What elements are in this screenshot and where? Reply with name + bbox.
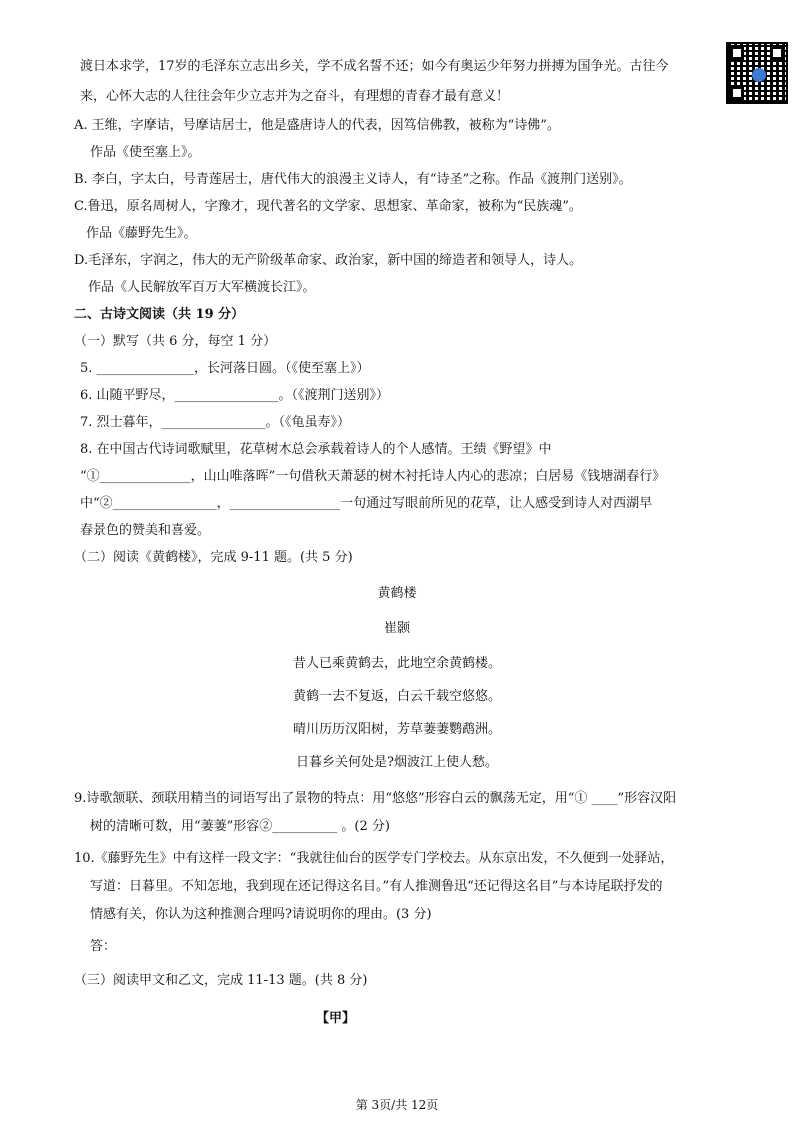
- question-8-line-3: 中“②________________，_________________一句通过写眼前所见的花草，让人感受到诗人对西湖早: [80, 496, 653, 511]
- intro-line-2: 来，心怀大志的人往往会年少立志并为之奋斗，有理想的青春才最有意义！: [80, 89, 510, 104]
- option-a: A. 王维，字摩诘，号摩诘居士，他是盛唐诗人的代表，因笃信佛教，被称为“诗佛”。: [74, 118, 560, 133]
- text-jia-label: 【甲】: [316, 1011, 356, 1026]
- option-a-work: 作品《使至塞上》。: [90, 145, 201, 160]
- part-3-heading: （三）阅读甲文和乙文，完成 11-13 题。(共 8 分): [74, 973, 368, 988]
- intro-line-1: 渡日本求学，17岁的毛泽东立志出乡关，学不成名誓不还；如今有奥运少年努力拼搏为国争光。古往今: [80, 59, 669, 74]
- question-6: 6. 山随平野尽，________________。（《渡荆门送别》）: [80, 388, 390, 403]
- question-5: 5. _______________，长河落日圆。（《使至塞上》）: [80, 361, 370, 376]
- option-c-work: 作品《藤野先生》。: [86, 226, 197, 241]
- question-10-line-3: 情感有关，你认为这种推测合理吗?请说明你的理由。(3 分): [90, 907, 432, 922]
- question-10-line-1: 10.《藤野先生》中有这样一段文字：“我就往仙台的医学专门学校去。从东京出发，不久便到一处驿站，: [74, 851, 674, 866]
- qr-code-icon: [726, 42, 788, 104]
- option-d-work: 作品《人民解放军百万大军横渡长江》。: [88, 280, 316, 295]
- part-1-heading: （一）默写（共 6 分，每空 1 分）: [74, 334, 277, 349]
- poem-title: 黄鹤楼: [377, 586, 417, 601]
- option-d: D.毛泽东，字润之，伟大的无产阶级革命家、政治家，新中国的缔造者和领导人，诗人。: [74, 253, 583, 268]
- question-8-line-2: “①______________，山山唯落晖”一句借秋天萧瑟的树木衬托诗人内心的悲凉；白居易《钱塘湖春行》: [80, 469, 666, 484]
- question-8-line-4: 春景色的赞美和喜爱。: [80, 523, 211, 538]
- question-7: 7. 烈士暮年，________________。（《龟虽寿》）: [80, 415, 351, 430]
- answer-label: 答：: [90, 939, 117, 954]
- poem-line-1: 昔人已乘黄鹤去，此地空余黄鹤楼。: [292, 656, 501, 671]
- poem-author: 崔颢: [383, 621, 410, 636]
- question-9-line-2: 树的清晰可数，用“萋萋”形容②__________ 。(2 分): [90, 819, 390, 834]
- part-2-heading: （二）阅读《黄鹤楼》，完成 9-11 题。(共 5 分): [74, 550, 353, 565]
- option-b: B. 李白，字太白，号青莲居士，唐代伟大的浪漫主义诗人，有“诗圣”之称。作品《渡荆门送别》。: [74, 172, 632, 187]
- poem-line-3: 晴川历历汉阳树，芳草萋萋鹦鹉洲。: [292, 722, 501, 737]
- option-c: C.鲁迅，原名周树人，字豫才，现代著名的文学家、思想家、革命家，被称为“民族魂”。: [74, 199, 582, 214]
- section-2-heading: 二、古诗文阅读（共 19 分）: [74, 307, 245, 322]
- question-8-line-1: 8. 在中国古代诗词歌赋里，花草树木总会承载着诗人的个人感情。王绩《野望》中: [80, 442, 552, 457]
- poem-line-4: 日暮乡关何处是?烟波江上使人愁。: [296, 755, 498, 770]
- question-10-line-2: 写道：日暮里。不知怎地，我到现在还记得这名目。”有人推测鲁迅“还记得这名目”与本诗尾联抒发的: [90, 879, 663, 894]
- poem-line-2: 黄鹤一去不复返，白云千载空悠悠。: [292, 689, 501, 704]
- page-number: 第 3页/共 12页: [355, 1098, 439, 1112]
- question-9-line-1: 9.诗歌颔联、颈联用精当的词语写出了景物的特点：用“悠悠”形容白云的飘荡无定，用“① ____”形容汉阳: [74, 791, 677, 806]
